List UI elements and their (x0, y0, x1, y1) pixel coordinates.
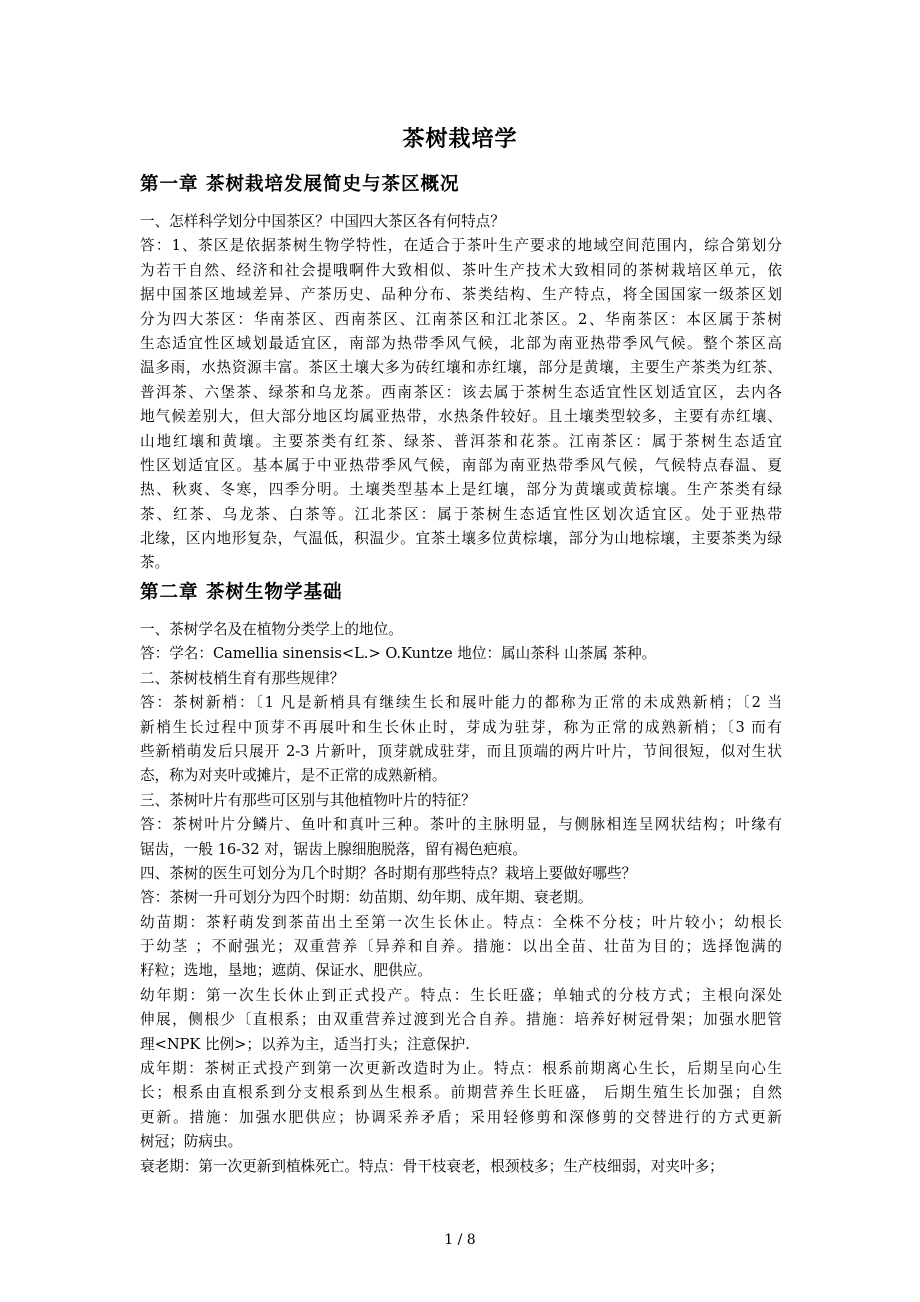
text-line: 答：学名：Camellia sinensis<L.> O.Kuntze 地位：属山茶科 山茶属 茶种。 (140, 645, 657, 663)
chapter-1-section (140, 170, 782, 576)
text-line: 答：茶树叶片分鳞片、鱼叶和真叶三种。茶叶的主脉明显，与侧脉相连呈网状结构；叶缘有 (140, 816, 782, 834)
text-line: 态，称为对夹叶或摊片，是不正常的成熟新梢。 (140, 767, 447, 785)
paragraph (140, 862, 782, 886)
paragraph (140, 642, 782, 666)
text-line: 伸展，侧根少〔直根系；由双重营养过渡到光合自养。措施：培养好树冠骨架；加强水肥管 (140, 1011, 782, 1029)
paragraph (140, 886, 782, 910)
paragraph (140, 911, 782, 984)
text-line: 地气候差别大，但大部分地区均属亚热带，水热条件较好。且土壤类型较多，主要有赤红壤、 (140, 408, 782, 426)
text-line: 为若干自然、经济和社会提哦啊件大致相似、茶叶生产技术大致相同的茶树栽培区单元，依 (140, 261, 782, 279)
chapter-body (140, 618, 782, 1179)
text-line: 二、茶树枝梢生育有那些规律？ (140, 669, 345, 687)
text-line: 温多雨，水热资源丰富。茶区土壤大多为砖红壤和赤红壤，部分是黄壤，主要生产茶类为红茶、 (140, 359, 782, 377)
text-line: 成年期：茶树正式投产到第一次更新改造时为止。特点：根系前期离心生长，后期呈向心生 (140, 1060, 782, 1078)
page-number: 1 / 8 (444, 1232, 476, 1248)
text-line: 长；根系由直根系到分支根系到丛生根系。前期营养生长旺盛， 后期生殖生长加强；自然 (140, 1084, 782, 1102)
text-line: 一、茶树学名及在植物分类学上的地位。 (140, 621, 403, 638)
text-line: 答：1、茶区是依据茶树生物学特性，在适合于茶叶生产要求的地域空间范围内，综合第划分 (140, 237, 782, 255)
text-line: 答：茶树新梢：〔1 凡是新梢具有继续生长和展叶能力的都称为正常的未成熟新梢；〔2 当 (140, 694, 782, 712)
paragraph (140, 1155, 782, 1179)
paragraph (140, 210, 782, 234)
text-line: 生态适宜性区域划最适宜区，南部为热带季风气候，北部为南亚热带季风气候。整个茶区高 (140, 334, 782, 352)
paragraph (140, 234, 782, 575)
paragraph (140, 667, 782, 691)
document-title: 茶树栽培学 (402, 126, 518, 152)
text-line: 性区划适宜区。基本属于中亚热带季风气候，南部为南亚热带季风气候，气候特点春温、夏 (140, 456, 782, 474)
text-line: 些新梢萌发后只展开 2-3 片新叶，顶芽就成驻芽，而且顶端的两片叶片，节间很短，似对生状 (140, 742, 782, 760)
text-line: 新梢生长过程中顶芽不再展叶和生长休止时，芽成为驻芽，称为正常的成熟新梢；〔3 而有 (140, 718, 782, 736)
chapter-heading: 第一章 茶树栽培发展简史与茶区概况 (140, 174, 460, 195)
text-line: 一、怎样科学划分中国茶区？中国四大茶区各有何特点？ (140, 213, 505, 230)
chapter-2-section (140, 578, 782, 1179)
text-line: 籽粒；选地，垦地；遮荫、保证水、肥供应。 (140, 962, 432, 980)
text-line: 山地红壤和黄壤。主要茶类有红茶、绿茶、普洱茶和花茶。江南茶区：属于茶树生态适宜 (140, 432, 782, 450)
text-line: 四、茶树的医生可划分为几个时期？各时期有那些特点？栽培上要做好哪些？ (140, 864, 637, 882)
text-line: 幼年期：第一次生长休止到正式投产。特点：生长旺盛；单轴式的分枝方式；主根向深处 (140, 986, 782, 1004)
text-line: 于幼茎 ；不耐强光；双重营养〔异养和自养。措施：以出全苗、壮苗为目的；选择饱满的 (140, 938, 782, 956)
text-line: 据中国茶区地域差异、产茶历史、品种分布、茶类结构、生产特点，将全国国家一级茶区划 (140, 286, 782, 304)
text-line: 北缘，区内地形复杂，气温低，积温少。宜茶土壤多位黄棕壤，部分为山地棕壤，主要茶类为绿 (140, 530, 782, 548)
paragraph (140, 691, 782, 789)
text-line: 茶。 (140, 554, 170, 572)
chapter-body (140, 210, 782, 576)
text-line: 幼苗期：茶籽萌发到茶苗出土至第一次生长休止。特点：全株不分枝；叶片较小；幼根长 (140, 913, 782, 931)
chapter-heading: 第二章 茶树生物学基础 (140, 582, 343, 603)
text-line: 分为四大茶区：华南茶区、西南茶区、江南茶区和江北茶区。2、华南茶区：本区属于茶树 (140, 310, 782, 328)
text-line: 衰老期：第一次更新到植株死亡。特点：骨干枝衰老，根颈枝多；生产枝细弱，对夹叶多； (140, 1157, 724, 1175)
paragraph (140, 1057, 782, 1155)
text-line: 理<NPK 比例>；以养为主，适当打头；注意保护. (140, 1035, 470, 1053)
text-line: 普洱茶、六堡茶、绿茶和乌龙茶。西南茶区：该去属于茶树生态适宜性区划适宜区，去内各 (140, 383, 782, 401)
text-line: 树冠；防病虫。 (140, 1133, 243, 1151)
paragraph (140, 618, 782, 642)
text-line: 三、茶树叶片有那些可区别与其他植物叶片的特征？ (140, 791, 476, 809)
text-line: 茶、红茶、乌龙茶、白茶等。江北茶区：属于茶树生态适宜性区划次适宜区。处于亚热带 (140, 505, 782, 523)
text-line: 更新。措施：加强水肥供应；协调采养矛盾；采用轻修剪和深修剪的交替进行的方式更新 (140, 1108, 782, 1126)
text-line: 锯齿，一般 16-32 对，锯齿上腺细胞脱落，留有褐色疤痕。 (140, 840, 528, 858)
paragraph (140, 813, 782, 862)
paragraph (140, 984, 782, 1057)
text-line: 答：茶树一升可划分为四个时期：幼苗期、幼年期、成年期、衰老期。 (140, 889, 593, 907)
text-line: 热、秋爽、冬寒，四季分明。土壤类型基本上是红壤，部分为黄壤或黄棕壤。生产茶类有绿 (140, 481, 782, 499)
paragraph (140, 789, 782, 813)
